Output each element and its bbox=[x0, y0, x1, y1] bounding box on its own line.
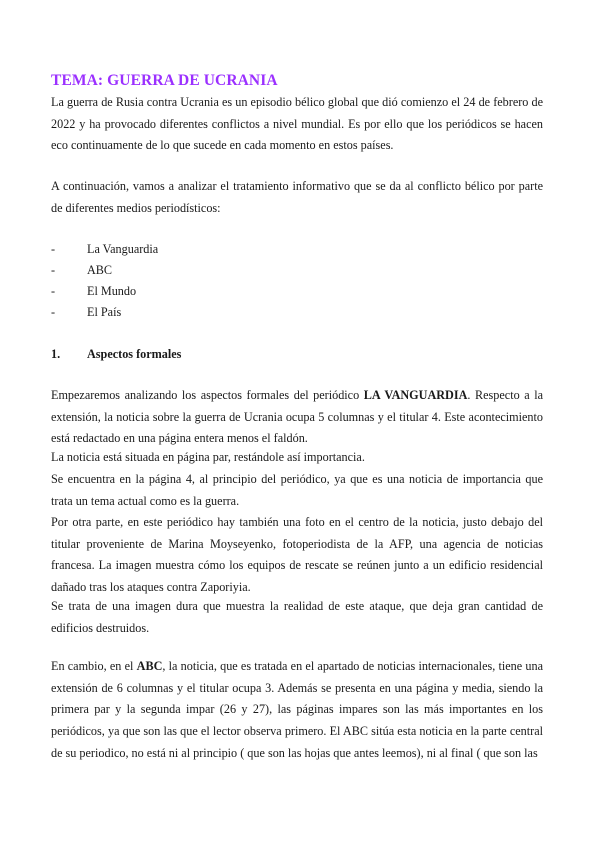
document-title: TEMA: GUERRA DE UCRANIA bbox=[51, 72, 278, 89]
list-item-label: La Vanguardia bbox=[87, 242, 159, 256]
list-item-label: ABC bbox=[87, 263, 113, 277]
list-bullet: - bbox=[51, 305, 56, 319]
paragraph-abc: En cambio, en el ABC, la noticia, que es tratada en el apartado de noticias internacionales, tiene una extensión de 6 columnas y el titular ocupa 3. Además se presenta en una página y media, siendo la primera par y la segunda impar (26 y 27), las páginas impares son las más importantes en los periódicos, ya que son las que el lector observa primero. El ABC sitúa esta noticia en la parte central de su periodico, no está ni al principio ( que son las hojas que antes leemos), ni al final ( que son las bbox=[51, 659, 543, 760]
paragraph-photo: Por otra parte, en este periódico hay también una foto en el centro de la noticia, justo debajo del titular proveniente de Marina Moyseyenko, fotoperiodista de la AFP, una agencia de noticias francesa. La imagen muestra cómo los equipos de rescate se reúnen junto a un edificio residencial dañado tras los ataques contra Zaporiyia. bbox=[51, 515, 543, 595]
list-bullet: - bbox=[51, 242, 56, 256]
paragraph-page-location: Se encuentra en la página 4, al principio del periódico, ya que es una noticia de importancia que trata un tema actual como es la guerra. bbox=[51, 472, 543, 508]
section-title: Aspectos formales bbox=[87, 347, 182, 361]
list-bullet: - bbox=[51, 263, 56, 277]
section-number: 1. bbox=[51, 347, 61, 361]
paragraph-page-parity: La noticia está situada en página par, restándole así importancia. bbox=[51, 450, 365, 464]
intro-paragraph: La guerra de Rusia contra Ucrania es un episodio bélico global que dió comienzo el 24 de febrero de 2022 y ha provocado diferentes conflictos a nivel mundial. Es por ello que los periódicos se hacen eco continuamente de lo que sucede en cada momento en estos países. bbox=[51, 95, 543, 153]
intro-paragraph-2: A continuación, vamos a analizar el tratamiento informativo que se da al conflicto bélico por parte de diferentes medios periodísticos: bbox=[51, 179, 543, 215]
newspaper-name-abc: ABC bbox=[136, 659, 163, 673]
list-bullet: - bbox=[51, 284, 56, 298]
paragraph-la-vanguardia: Empezaremos analizando los aspectos formales del periódico LA VANGUARDIA. Respecto a la extensión, la noticia sobre la guerra de Ucrania ocupa 5 columnas y el titular 4. Este acontecimiento está redactado en una página entera menos el faldón. bbox=[51, 388, 543, 446]
newspaper-name-la-vanguardia: LA VANGUARDIA bbox=[363, 388, 468, 402]
list-item-label: El Mundo bbox=[87, 284, 137, 298]
paragraph-image-impact: Se trata de una imagen dura que muestra la realidad de este ataque, que deja gran cantidad de edificios destruidos. bbox=[51, 599, 543, 635]
list-item-label: El País bbox=[87, 305, 122, 319]
